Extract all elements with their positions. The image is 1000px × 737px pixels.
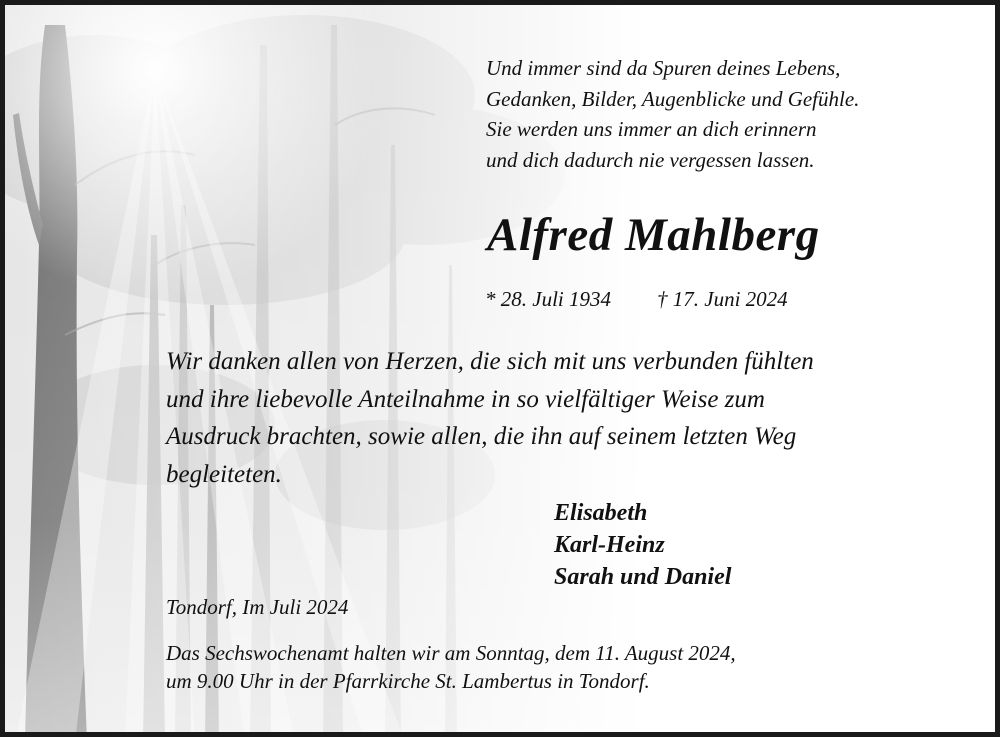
thanks-line: Ausdruck brachten, sowie allen, die ihn auf seinem letzten Weg bbox=[166, 423, 797, 450]
thanks-line: Wir danken allen von Herzen, die sich mit uns verbunden fühlten bbox=[166, 348, 814, 375]
poem-line: Sie werden uns immer an dich erinnern bbox=[486, 117, 817, 141]
family-name: Elisabeth bbox=[554, 500, 648, 526]
poem bbox=[486, 53, 986, 175]
death-date: † 17. Juni 2024 bbox=[657, 287, 788, 311]
thanks-message bbox=[166, 343, 966, 493]
place-and-date: Tondorf, Im Juli 2024 bbox=[166, 595, 349, 619]
life-dates bbox=[485, 287, 788, 312]
poem-line: und dich dadurch nie vergessen lassen. bbox=[486, 147, 815, 172]
poem-line: Und immer sind da Spuren deines Lebens, bbox=[486, 56, 841, 80]
family-name: Karl-Heinz bbox=[554, 532, 665, 558]
poem-line: Gedanken, Bilder, Augenblicke und Gefühle. bbox=[486, 86, 860, 111]
thanks-line: und ihre liebevolle Anteilnahme in so vielfältiger Weise zum bbox=[166, 385, 765, 413]
deceased-name: Alfred Mahlberg bbox=[487, 209, 820, 261]
family-signatures bbox=[554, 497, 731, 593]
service-line: um 9.00 Uhr in der Pfarrkirche St. Lambertus in Tondorf. bbox=[166, 669, 650, 693]
service-announcement bbox=[166, 639, 986, 695]
service-line: Das Sechswochenamt halten wir am Sonntag, dem 11. August 2024, bbox=[166, 641, 736, 665]
family-name: Sarah und Daniel bbox=[554, 564, 732, 590]
thanks-line: begleiteten. bbox=[166, 460, 282, 488]
birth-date: * 28. Juli 1934 bbox=[485, 287, 611, 311]
